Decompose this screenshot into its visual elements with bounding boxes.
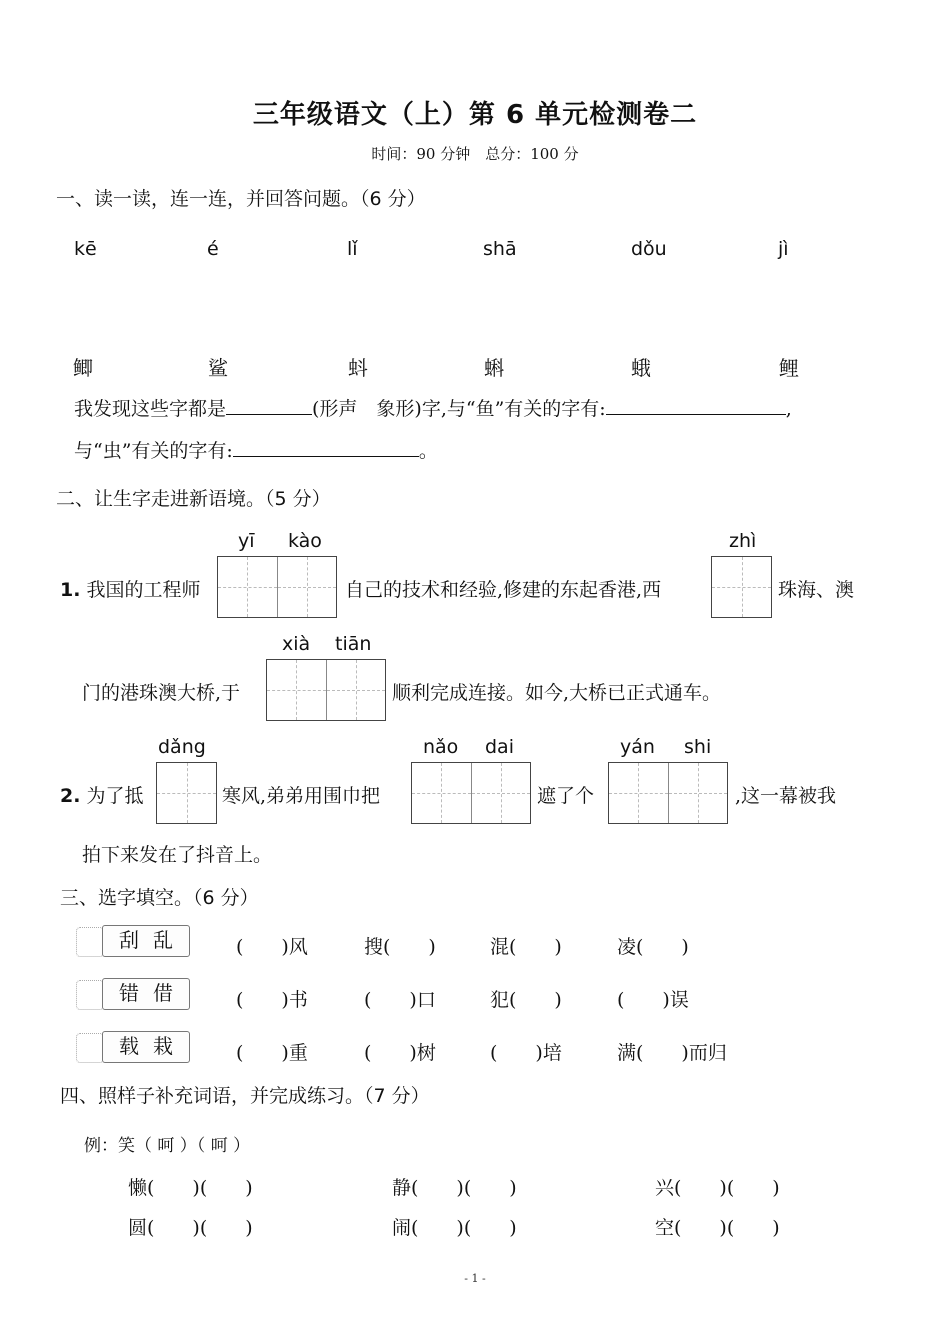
s3-r3-item-4[interactable]: 满( )而归 — [617, 1042, 727, 1064]
s1-line-1: 我发现这些字都是 (形声 象形)字,与“鱼”有关的字有: , — [74, 398, 792, 420]
q2-text-d: ,这一幕被我 — [735, 785, 837, 807]
s3-r3-item-2[interactable]: ( )树 — [364, 1042, 436, 1064]
q2-text-e: 拍下来发在了抖音上。 — [82, 844, 273, 866]
q2-text-a: 2. 为了抵 — [60, 785, 144, 807]
q1-text-a: 1. 我国的工程师 — [60, 579, 201, 601]
char-pair-1: 刮乱 — [102, 925, 190, 957]
s4-word-2[interactable]: 静( )( ) — [392, 1177, 517, 1199]
tianzige-zhi[interactable] — [711, 556, 772, 618]
s3-r1-item-2[interactable]: 搜( ) — [364, 936, 436, 958]
blank-1[interactable] — [226, 396, 312, 415]
s4-word-3[interactable]: 兴( )( ) — [655, 1177, 780, 1199]
tianzige-yanshi[interactable] — [608, 762, 728, 824]
pair-decoration-3 — [76, 1033, 104, 1063]
s4-word-4[interactable]: 圆( )( ) — [128, 1217, 253, 1239]
page-number: - 1 - — [464, 1272, 486, 1285]
pinyin-6: jì — [778, 238, 789, 260]
char-pair-2: 错借 — [102, 978, 190, 1010]
q2-pinyin-dang: dǎng — [158, 736, 206, 758]
s3-r3-item-3[interactable]: ( )培 — [490, 1042, 562, 1064]
pinyin-4: shā — [483, 238, 517, 260]
q2-pinyin-yan: yán — [620, 736, 655, 758]
blank-3[interactable] — [233, 438, 419, 457]
tianzige-naodai[interactable] — [411, 762, 531, 824]
q1-pinyin-xia: xià — [282, 633, 311, 655]
q1-pinyin-kao: kào — [288, 530, 322, 552]
s3-r2-item-1[interactable]: ( )书 — [236, 989, 308, 1011]
q1-text-d: 门的港珠澳大桥,于 — [82, 682, 241, 704]
pinyin-2: é — [207, 238, 219, 260]
s3-r3-item-1[interactable]: ( )重 — [236, 1042, 308, 1064]
q2-pinyin-dai: dai — [485, 736, 514, 758]
pinyin-1: kē — [74, 238, 97, 260]
tianzige-xiatian[interactable] — [266, 659, 386, 721]
s1-line-2: 与“虫”有关的字有: 。 — [74, 440, 438, 462]
section-4-heading: 四、照样子补充词语，并完成练习。（7 分） — [60, 1085, 430, 1107]
char-6: 鲤 — [779, 356, 799, 380]
tianzige-dang[interactable] — [156, 762, 217, 824]
q1-text-b: 自己的技术和经验,修建的东起香港,西 — [345, 579, 662, 601]
s3-r2-item-3[interactable]: 犯( ) — [490, 989, 562, 1011]
s3-r1-item-4[interactable]: 凌( ) — [617, 936, 689, 958]
s3-r1-item-1[interactable]: ( )风 — [236, 936, 308, 958]
pair-decoration-1 — [76, 927, 104, 957]
s3-r2-item-2[interactable]: ( )口 — [364, 989, 436, 1011]
blank-2[interactable] — [606, 396, 786, 415]
q1-text-c: 珠海、澳 — [778, 579, 855, 601]
q1-pinyin-zhi: zhì — [729, 530, 757, 552]
s3-r2-item-4[interactable]: ( )误 — [617, 989, 689, 1011]
s4-word-6[interactable]: 空( )( ) — [655, 1217, 780, 1239]
q1-pinyin-tian: tiān — [335, 633, 372, 655]
q2-text-c: 遮了个 — [537, 785, 595, 807]
s4-word-5[interactable]: 闹( )( ) — [392, 1217, 517, 1239]
section-3-heading: 三、选字填空。（6 分） — [60, 887, 259, 909]
char-pair-3: 载栽 — [102, 1031, 190, 1063]
q2-pinyin-shi: shi — [684, 736, 712, 758]
pinyin-3: lǐ — [347, 238, 358, 260]
page-title: 三年级语文（上）第 6 单元检测卷二 — [252, 100, 698, 130]
q1-pinyin-yi: yī — [238, 530, 255, 552]
q2-text-b: 寒风,弟弟用围巾把 — [222, 785, 381, 807]
example-line: 例：笑（ 呵 ）（ 呵 ） — [84, 1136, 251, 1156]
char-3: 蚪 — [348, 356, 368, 380]
section-2-heading: 二、让生字走进新语境。（5 分） — [56, 488, 331, 510]
tianzige-yikao[interactable] — [217, 556, 337, 618]
s3-r1-item-3[interactable]: 混( ) — [490, 936, 562, 958]
q2-pinyin-nao: nǎo — [423, 736, 459, 758]
char-5: 蛾 — [631, 356, 651, 380]
q1-text-e: 顺利完成连接。如今,大桥已正式通车。 — [392, 682, 722, 704]
pair-decoration-2 — [76, 980, 104, 1010]
pinyin-5: dǒu — [631, 238, 667, 260]
section-1-heading: 一、读一读，连一连，并回答问题。（6 分） — [56, 188, 426, 210]
char-2: 鲨 — [208, 356, 228, 380]
s4-word-1[interactable]: 懒( )( ) — [128, 1177, 253, 1199]
exam-info: 时间：90 分钟 总分：100 分 — [371, 145, 579, 163]
char-4: 蝌 — [484, 356, 504, 380]
char-1: 鲫 — [73, 356, 93, 380]
